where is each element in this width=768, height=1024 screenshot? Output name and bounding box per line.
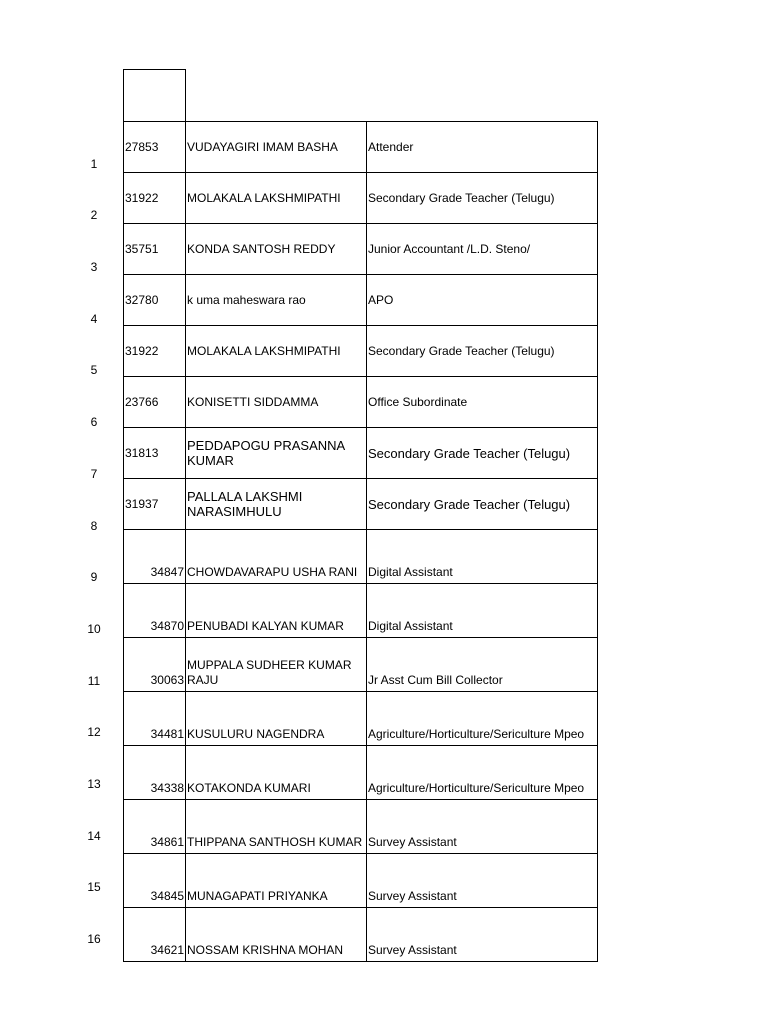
employee-name-cell: THIPPANA SANTHOSH KUMAR — [186, 800, 367, 854]
table-row — [124, 224, 598, 275]
employee-id-cell: 30063 — [124, 638, 186, 692]
table-row — [124, 479, 598, 530]
table-row — [124, 530, 598, 584]
table-row — [124, 584, 598, 638]
row-number: 14 — [87, 828, 101, 843]
employee-name-cell: PENUBADI KALYAN KUMAR — [186, 584, 367, 638]
table-row — [124, 908, 598, 962]
designation-cell: Secondary Grade Teacher (Telugu) — [367, 173, 598, 224]
employee-id-cell: 23766 — [124, 377, 186, 428]
employee-name-cell: MUNAGAPATI PRIYANKA — [186, 854, 367, 908]
employee-name-cell: NOSSAM KRISHNA MOHAN — [186, 908, 367, 962]
row-number: 13 — [87, 776, 101, 791]
table-row — [124, 173, 598, 224]
employee-name-cell: KUSULURU NAGENDRA — [186, 692, 367, 746]
table-row — [124, 638, 598, 692]
row-number: 2 — [90, 208, 98, 223]
row-number: 16 — [87, 932, 101, 946]
table-row — [124, 800, 598, 854]
employee-id-cell: 31922 — [124, 173, 186, 224]
row-number: 15 — [87, 880, 101, 895]
employee-name-cell: KONISETTI SIDDAMMA — [186, 377, 367, 428]
employee-name-cell: MOLAKALA LAKSHMIPATHI — [186, 173, 367, 224]
designation-cell: Survey Assistant — [367, 908, 598, 962]
table-row — [124, 854, 598, 908]
employee-id-cell: 32780 — [124, 275, 186, 326]
employee-id-cell: 34845 — [124, 854, 186, 908]
employee-name-cell: KONDA SANTOSH REDDY — [186, 224, 367, 275]
employee-name-cell: VUDAYAGIRI IMAM BASHA — [186, 122, 367, 173]
table-row — [124, 326, 598, 377]
header-cell — [123, 69, 186, 122]
row-number: 12 — [87, 725, 101, 740]
designation-cell: Agriculture/Horticulture/Sericulture Mpeo — [367, 746, 598, 800]
designation-cell: APO — [367, 275, 598, 326]
row-number: 1 — [90, 156, 98, 171]
employee-id-cell: 34847 — [124, 530, 186, 584]
employee-table — [123, 121, 598, 962]
table-row — [124, 122, 598, 173]
designation-cell: Junior Accountant /L.D. Steno/ — [367, 224, 598, 275]
table-row — [124, 275, 598, 326]
employee-id-cell: 34481 — [124, 692, 186, 746]
row-number: 10 — [87, 621, 101, 636]
designation-cell: Agriculture/Horticulture/Sericulture Mpeo — [367, 692, 598, 746]
table-row — [124, 746, 598, 800]
row-number: 9 — [90, 570, 98, 585]
row-number: 11 — [87, 673, 101, 688]
row-number: 4 — [90, 311, 98, 326]
employee-id-cell: 31922 — [124, 326, 186, 377]
employee-name-cell: PALLALA LAKSHMI NARASIMHULU — [186, 479, 367, 530]
employee-name-cell: MOLAKALA LAKSHMIPATHI — [186, 326, 367, 377]
employee-id-cell: 31937 — [124, 479, 186, 530]
table-row — [124, 428, 598, 479]
employee-id-cell: 34621 — [124, 908, 186, 962]
designation-cell: Secondary Grade Teacher (Telugu) — [367, 479, 598, 530]
row-number: 8 — [90, 518, 98, 533]
table-row — [124, 377, 598, 428]
employee-id-cell: 34338 — [124, 746, 186, 800]
designation-cell: Secondary Grade Teacher (Telugu) — [367, 326, 598, 377]
employee-name-cell: PEDDAPOGU PRASANNA KUMAR — [186, 428, 367, 479]
designation-cell: Jr Asst Cum Bill Collector — [367, 638, 598, 692]
designation-cell: Survey Assistant — [367, 800, 598, 854]
employee-name-cell: MUPPALA SUDHEER KUMAR RAJU — [186, 638, 367, 692]
designation-cell: Attender — [367, 122, 598, 173]
designation-cell: Digital Assistant — [367, 584, 598, 638]
employee-id-cell: 34870 — [124, 584, 186, 638]
table-row — [124, 692, 598, 746]
employee-id-cell: 31813 — [124, 428, 186, 479]
row-number: 7 — [90, 466, 98, 481]
employee-name-cell: KOTAKONDA KUMARI — [186, 746, 367, 800]
employee-name-cell: CHOWDAVARAPU USHA RANI — [186, 530, 367, 584]
designation-cell: Office Subordinate — [367, 377, 598, 428]
row-number: 5 — [90, 363, 98, 378]
employee-id-cell: 34861 — [124, 800, 186, 854]
row-number: 3 — [90, 260, 98, 275]
designation-cell: Survey Assistant — [367, 854, 598, 908]
employee-name-cell: k uma maheswara rao — [186, 275, 367, 326]
designation-cell: Digital Assistant — [367, 530, 598, 584]
designation-cell: Secondary Grade Teacher (Telugu) — [367, 428, 598, 479]
row-number-column — [80, 121, 110, 948]
employee-id-cell: 27853 — [124, 122, 186, 173]
employee-id-cell: 35751 — [124, 224, 186, 275]
row-number: 6 — [90, 415, 98, 430]
